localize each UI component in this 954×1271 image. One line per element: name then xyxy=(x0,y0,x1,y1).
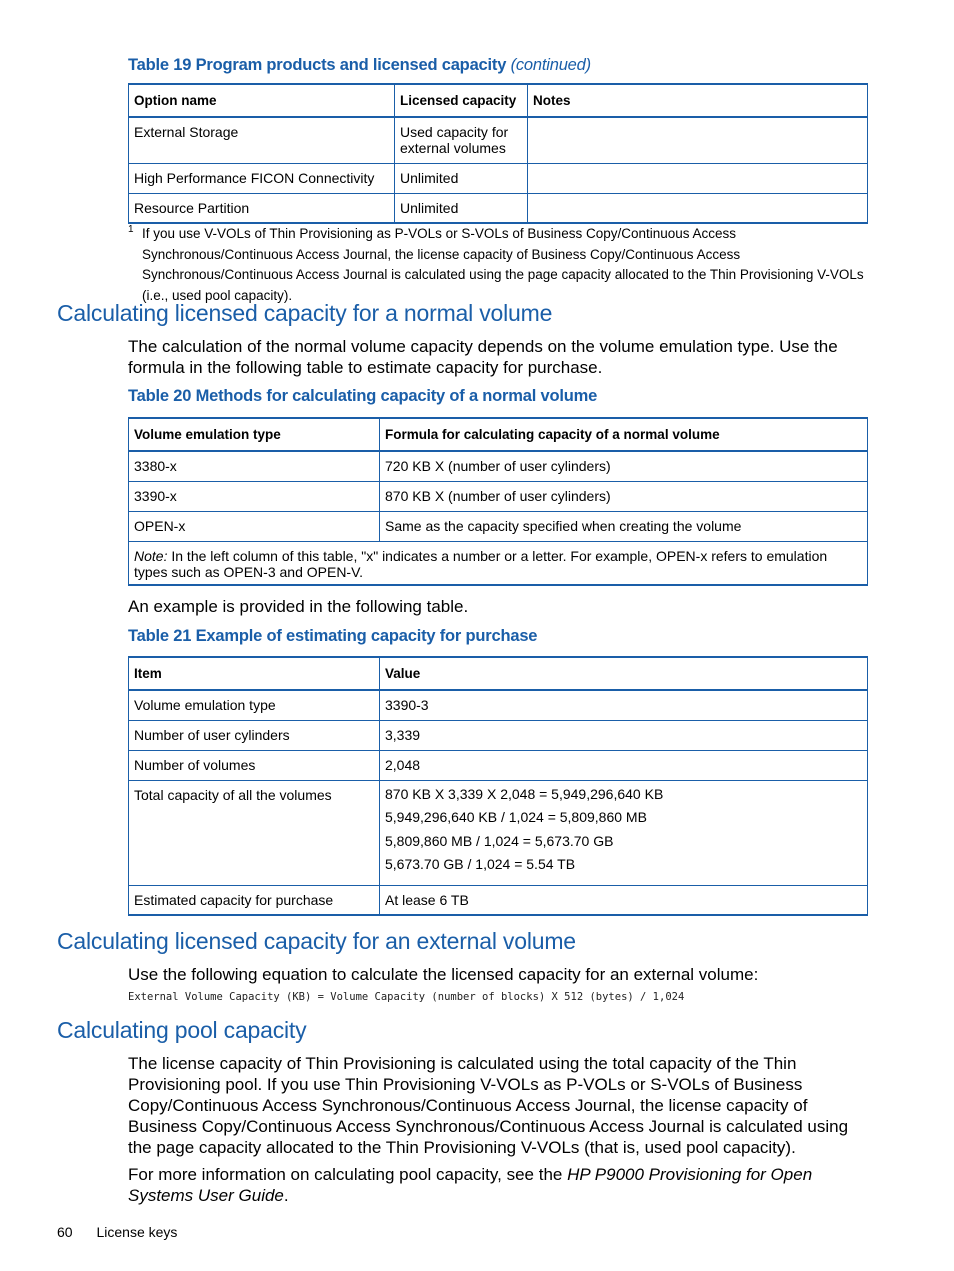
external-volume-equation: External Volume Capacity (KB) = Volume Capacity (number of blocks) X 512 (bytes) / 1,024 xyxy=(128,991,685,1003)
table19-header-option: Option name xyxy=(129,84,395,117)
table-row xyxy=(129,481,868,511)
table-cell: 3380-x xyxy=(129,451,380,481)
table-row xyxy=(129,750,868,780)
table-cell: Volume emulation type xyxy=(129,690,380,720)
section3-para2 xyxy=(128,1164,873,1206)
table-row xyxy=(129,163,868,193)
table-cell: Unlimited xyxy=(395,163,528,193)
table20-caption: Table 20 Methods for calculating capacity of a normal volume xyxy=(128,387,598,405)
table-row xyxy=(129,451,868,481)
table-row xyxy=(129,720,868,750)
table21-header-value: Value xyxy=(380,657,868,690)
table-row xyxy=(129,193,868,223)
footnote-mark: 1 xyxy=(128,224,134,235)
table-cell: 870 KB X (number of user cylinders) xyxy=(380,481,868,511)
table19-caption: Table 19 Program products and licensed capacity (continued) xyxy=(128,56,591,74)
table-cell: High Performance FICON Connectivity xyxy=(129,163,395,193)
table21-header-item: Item xyxy=(129,657,380,690)
table20-header-formula: Formula for calculating capacity of a normal volume xyxy=(380,418,868,451)
example-intro: An example is provided in the following table. xyxy=(128,597,469,616)
calc-line: 5,809,860 MB / 1,024 = 5,673.70 GB xyxy=(385,832,614,849)
table19-header-notes: Notes xyxy=(528,84,868,117)
calc-line: 870 KB X 3,339 X 2,048 = 5,949,296,640 KB xyxy=(385,785,664,802)
table-row xyxy=(129,117,868,163)
calc-line: 5,949,296,640 KB / 1,024 = 5,809,860 MB xyxy=(385,809,647,825)
table-cell: Estimated capacity for purchase xyxy=(129,885,380,915)
table-cell: OPEN-x xyxy=(129,511,380,541)
table-cell: Number of volumes xyxy=(129,750,380,780)
table20-header-type: Volume emulation type xyxy=(129,418,380,451)
table21-caption: Table 21 Example of estimating capacity for purchase xyxy=(128,627,538,645)
table-row xyxy=(129,511,868,541)
table-cell: At lease 6 TB xyxy=(380,885,868,915)
table-cell: Same as the capacity specified when creating the volume xyxy=(380,511,868,541)
table20-note xyxy=(129,541,868,585)
table-row xyxy=(129,690,868,720)
table-cell: Total capacity of all the volumes xyxy=(129,780,380,885)
table-note-row xyxy=(129,541,868,585)
table-cell: Resource Partition xyxy=(129,193,395,223)
table-cell: 720 KB X (number of user cylinders) xyxy=(380,451,868,481)
section-heading-external-volume: Calculating licensed capacity for an external volume xyxy=(57,928,576,954)
table-row xyxy=(129,780,868,885)
table-cell xyxy=(528,117,868,163)
calc-line: 5,673.70 GB / 1,024 = 5.54 TB xyxy=(385,856,576,872)
table-cell: Number of user cylinders xyxy=(129,720,380,750)
table-cell xyxy=(380,780,868,885)
section1-intro: The calculation of the normal volume capacity depends on the volume emulation type. Use the formula in the following table to estimate capacity for purchase. xyxy=(128,337,838,377)
table21 xyxy=(128,656,868,916)
footer-section: License keys xyxy=(96,1224,178,1240)
table-cell: 3390-x xyxy=(129,481,380,511)
note-label: Note: xyxy=(134,547,168,564)
table-cell xyxy=(528,193,868,223)
para2-prefix: For more information on calculating pool capacity, see the xyxy=(128,1165,568,1184)
page-footer xyxy=(57,1224,177,1240)
table19 xyxy=(128,83,868,224)
note-text: In the left column of this table, "x" indicates a number or a letter. For example, OPEN-x refers to emulation types such as OPEN-3 and OPEN-V. xyxy=(134,547,828,580)
table-row xyxy=(129,885,868,915)
table20 xyxy=(128,417,868,586)
page-number: 60 xyxy=(57,1224,73,1240)
table19-footnote xyxy=(128,224,873,306)
para2-suffix: . xyxy=(283,1186,289,1205)
table19-header-capacity: Licensed capacity xyxy=(395,84,528,117)
table-cell: 2,048 xyxy=(380,750,868,780)
section2-intro: Use the following equation to calculate the licensed capacity for an external volume: xyxy=(128,965,759,984)
guide-title: HP P9000 Provisioning for Open Systems User Guide xyxy=(128,1165,813,1205)
footnote-text: If you use V-VOLs of Thin Provisioning as P-VOLs or S-VOLs of Business Copy/Continuous Access Synchronous/Continuous Access Journal, the license capacity of Business Copy/Continuous Access Synchronous/Continuous Access Journal is calculated using the page capacity allocated to the Thin Provisioning V-VOLs (i.e., used pool capacity). xyxy=(142,226,864,303)
section-heading-normal-volume: Calculating licensed capacity for a normal volume xyxy=(57,300,553,326)
section-heading-pool-capacity: Calculating pool capacity xyxy=(57,1017,307,1043)
table-cell: 3,339 xyxy=(380,720,868,750)
table-cell xyxy=(528,163,868,193)
table-cell: Unlimited xyxy=(395,193,528,223)
table-cell: 3390-3 xyxy=(380,690,868,720)
table-cell: External Storage xyxy=(129,117,395,163)
table-cell: Used capacity for external volumes xyxy=(395,117,528,163)
section3-para1: The license capacity of Thin Provisioning is calculated using the total capacity of the Thin Provisioning pool. If you use Thin Provisioning V-VOLs as P-VOLs or S-VOLs of Business Copy/Continuous Access Synchronous/Continuous Access Journal, the license capacity of Business Copy/Continuous Access Synchronous/Continuous Access Journal is calculated using the page capacity allocated to the Thin Provisioning V-VOLs (that is, used pool capacity). xyxy=(128,1054,849,1157)
